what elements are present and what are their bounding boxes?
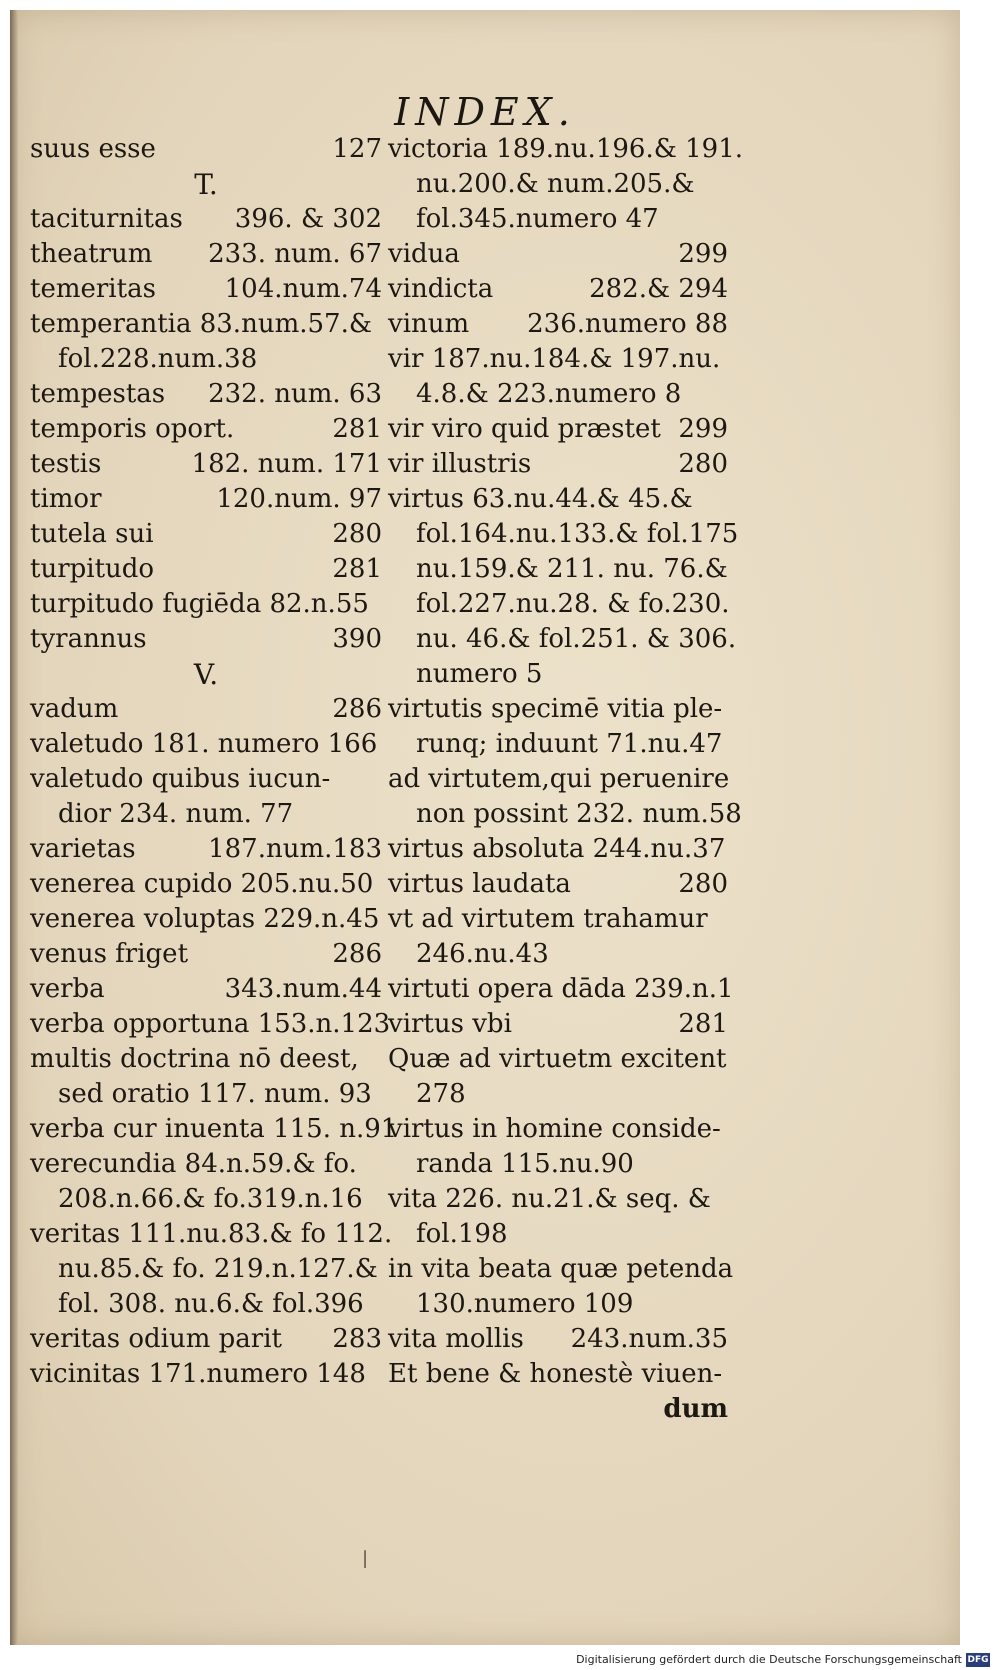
index-entry <box>388 237 728 272</box>
index-entry <box>30 1287 382 1322</box>
entry-term: vir 187.nu.184.& 197.nu. <box>388 344 721 374</box>
index-entry <box>388 1182 728 1217</box>
index-entry <box>388 1112 728 1147</box>
entry-term: victoria 189.nu.196.& 191. <box>388 134 744 164</box>
index-entry <box>30 482 382 517</box>
entry-term: nu.200.& num.205.& <box>416 169 695 199</box>
index-entry <box>30 832 382 867</box>
page-mark: | <box>362 1548 369 1569</box>
entry-term: ad virtutem,qui peruenire <box>388 764 730 794</box>
index-entry <box>30 727 382 762</box>
entry-term: sed oratio 117. num. 93 <box>58 1079 372 1109</box>
index-entry <box>388 377 728 412</box>
entry-page-ref: 104.num.74 <box>224 274 382 304</box>
entry-page-ref: 233. num. 67 <box>208 239 382 269</box>
index-entry <box>30 937 382 972</box>
entry-term: nu.159.& 211. nu. 76.& <box>416 554 728 584</box>
index-entry <box>30 377 382 412</box>
entry-page-ref: 283 <box>332 1324 382 1354</box>
index-entry <box>388 517 739 552</box>
entry-term: vicinitas 171.numero 148 <box>30 1359 366 1389</box>
entry-term: Quæ ad virtuetm excitent <box>388 1044 727 1074</box>
index-entry <box>388 657 728 692</box>
index-entry <box>30 1077 382 1112</box>
entry-term: fol.227.nu.28. & fo.230. <box>416 589 730 619</box>
entry-term: virtutis specimē vitia ple- <box>388 694 723 724</box>
index-entry <box>30 272 382 307</box>
entry-term: venerea voluptas 229.n.45 <box>30 904 380 934</box>
index-entry <box>388 1252 734 1287</box>
entry-term: fol. 308. nu.6.& fol.396 <box>58 1289 364 1319</box>
index-entry <box>388 1357 728 1392</box>
entry-term: V. <box>193 658 219 691</box>
index-entry <box>388 1007 728 1042</box>
entry-page-ref: 282.& 294 <box>589 274 728 304</box>
entry-term: virtus vbi <box>388 1009 512 1039</box>
index-entry <box>388 1077 728 1112</box>
entry-term: nu. 46.& fol.251. & 306. <box>416 624 737 654</box>
index-entry <box>30 1217 393 1252</box>
index-entry <box>30 517 382 552</box>
index-entry <box>388 272 728 307</box>
entry-term: dum <box>663 1394 728 1424</box>
index-entry <box>388 202 728 237</box>
dfg-logo: DFG <box>967 1655 989 1665</box>
index-entry <box>388 132 744 167</box>
entry-term: valetudo 181. numero 166 <box>30 729 378 759</box>
entry-term: vadum <box>30 694 119 724</box>
entry-term: tempestas <box>30 379 166 409</box>
index-column-left <box>30 132 398 1392</box>
entry-term: tyrannus <box>30 624 147 654</box>
page-gutter <box>10 10 18 1645</box>
index-entry <box>30 447 382 482</box>
entry-term: testis <box>30 449 102 479</box>
entry-page-ref: 127 <box>332 134 382 164</box>
entry-term: vir illustris <box>388 449 532 479</box>
index-entry <box>30 797 382 832</box>
index-entry <box>30 902 382 937</box>
index-entry <box>30 202 382 237</box>
index-entry <box>388 412 728 447</box>
entry-term: temporis oport. <box>30 414 235 444</box>
entry-page-ref: 243.num.35 <box>570 1324 728 1354</box>
entry-term: temeritas <box>30 274 156 304</box>
entry-term: suus esse <box>30 134 156 164</box>
index-entry <box>30 867 382 902</box>
entry-term: virtus absoluta 244.nu.37 <box>388 834 726 864</box>
entry-term: veritas 111.nu.83.& fo 112. <box>30 1219 393 1249</box>
index-entry <box>30 132 382 167</box>
index-entry <box>388 902 728 937</box>
entry-term: verecundia 84.n.59.& fo. <box>30 1149 357 1179</box>
index-entry <box>30 1252 382 1287</box>
entry-term: tutela sui <box>30 519 154 549</box>
index-entry <box>388 552 728 587</box>
index-entry <box>30 1042 382 1077</box>
entry-term: taciturnitas <box>30 204 183 234</box>
section-letter <box>30 657 382 692</box>
entry-page-ref: 232. num. 63 <box>208 379 382 409</box>
index-entry <box>388 1042 728 1077</box>
entry-term: virtus laudata <box>388 869 571 899</box>
index-column-right <box>388 132 744 1427</box>
entry-term: 4.8.& 223.numero 8 <box>416 379 682 409</box>
entry-page-ref: 390 <box>332 624 382 654</box>
entry-page-ref: 343.num.44 <box>224 974 382 1004</box>
section-letter <box>30 167 382 202</box>
index-entry <box>388 867 728 902</box>
index-entry <box>30 762 382 797</box>
entry-term: fol.345.numero 47 <box>416 204 659 234</box>
entry-term: non possint 232. num.58 <box>416 799 742 829</box>
entry-page-ref: 281 <box>332 554 382 584</box>
index-entry <box>388 972 734 1007</box>
entry-term: verba opportuna 153.n.123 <box>30 1009 391 1039</box>
entry-term: varietas <box>30 834 136 864</box>
entry-term: turpitudo fugiēda 82.n.55 <box>30 589 369 619</box>
index-entry <box>388 1322 728 1357</box>
entry-term: nu.85.& fo. 219.n.127.& <box>58 1254 378 1284</box>
entry-page-ref: 182. num. 171 <box>191 449 382 479</box>
index-entry <box>388 797 742 832</box>
index-entry <box>30 307 382 342</box>
entry-term: in vita beata quæ petenda <box>388 1254 734 1284</box>
entry-page-ref: 236.numero 88 <box>527 309 728 339</box>
entry-term: randa 115.nu.90 <box>416 1149 634 1179</box>
entry-page-ref: 286 <box>332 694 382 724</box>
entry-term: numero 5 <box>416 659 543 689</box>
entry-term: 246.nu.43 <box>416 939 549 969</box>
index-entry <box>388 1392 728 1427</box>
index-entry <box>388 482 728 517</box>
entry-term: runq; induunt 71.nu.47 <box>416 729 723 759</box>
entry-page-ref: 299 <box>678 239 728 269</box>
entry-page-ref: 280 <box>678 449 728 479</box>
entry-page-ref: 286 <box>332 939 382 969</box>
entry-term: theatrum <box>30 239 153 269</box>
entry-term: 278 <box>416 1079 466 1109</box>
entry-term: vt ad virtutem trahamur <box>388 904 708 934</box>
index-entry <box>30 622 382 657</box>
entry-term: timor <box>30 484 102 514</box>
index-entry <box>30 587 382 622</box>
entry-page-ref: 280 <box>332 519 382 549</box>
entry-term: vir viro quid præstet <box>388 414 661 444</box>
index-entry <box>388 342 728 377</box>
entry-term: verba <box>30 974 105 1004</box>
entry-term: turpitudo <box>30 554 155 584</box>
entry-term: fol.164.nu.133.& fol.175 <box>416 519 739 549</box>
index-entry <box>30 552 382 587</box>
index-entry <box>30 1147 382 1182</box>
index-entry <box>388 1147 728 1182</box>
index-entry <box>388 762 728 797</box>
index-entry <box>30 1357 382 1392</box>
entry-page-ref: 120.num. 97 <box>216 484 382 514</box>
index-entry <box>388 622 737 657</box>
index-entry <box>388 167 728 202</box>
entry-term: T. <box>194 168 218 201</box>
entry-term: vita mollis <box>388 1324 524 1354</box>
digitization-credit: Digitalisierung gefördert durch die Deutsche Forschungsgemeinschaft <box>576 1653 962 1666</box>
entry-page-ref: 299 <box>678 414 728 444</box>
index-entry <box>388 307 728 342</box>
index-entry <box>30 972 382 1007</box>
entry-term: temperantia 83.num.57.& <box>30 309 372 339</box>
entry-page-ref: 281 <box>332 414 382 444</box>
index-entry <box>388 937 728 972</box>
entry-term: veritas odium parit <box>30 1324 282 1354</box>
entry-term: fol.198 <box>416 1219 508 1249</box>
entry-term: fol.228.num.38 <box>58 344 258 374</box>
entry-term: 208.n.66.& fo.319.n.16 <box>58 1184 363 1214</box>
entry-term: dior 234. num. 77 <box>58 799 294 829</box>
entry-term: virtus in homine conside- <box>388 1114 721 1144</box>
entry-term: vindicta <box>388 274 494 304</box>
entry-term: vidua <box>388 239 460 269</box>
entry-term: valetudo quibus iucun- <box>30 764 331 794</box>
index-entry <box>388 1287 728 1322</box>
entry-term: vita 226. nu.21.& seq. & <box>388 1184 711 1214</box>
entry-term: venus friget <box>30 939 189 969</box>
entry-page-ref: 187.num.183 <box>208 834 382 864</box>
entry-term: verba cur inuenta 115. n.91 <box>30 1114 398 1144</box>
index-entry <box>388 587 728 622</box>
entry-term: venerea cupido 205.nu.50 <box>30 869 374 899</box>
index-entry <box>30 692 382 727</box>
index-entry <box>388 692 728 727</box>
entry-term: virtuti opera dāda 239.n.1 <box>388 974 734 1004</box>
index-entry <box>30 1007 391 1042</box>
index-entry <box>30 1322 382 1357</box>
entry-term: virtus 63.nu.44.& 45.& <box>388 484 693 514</box>
entry-term: multis doctrina nō deest, <box>30 1044 359 1074</box>
index-entry <box>30 342 382 377</box>
book-page <box>10 10 960 1645</box>
entry-term: Et bene & honestè viuen- <box>388 1359 723 1389</box>
index-entry <box>30 1182 382 1217</box>
index-entry <box>388 447 728 482</box>
index-entry <box>388 832 728 867</box>
index-entry <box>30 237 382 272</box>
entry-term: 130.numero 109 <box>416 1289 634 1319</box>
index-entry <box>388 1217 728 1252</box>
index-entry <box>388 727 728 762</box>
entry-page-ref: 281 <box>678 1009 728 1039</box>
entry-term: vinum <box>388 309 470 339</box>
page-header: INDEX. <box>394 90 576 134</box>
entry-page-ref: 396. & 302 <box>234 204 382 234</box>
index-entry <box>30 412 382 447</box>
entry-page-ref: 280 <box>678 869 728 899</box>
index-entry <box>30 1112 398 1147</box>
